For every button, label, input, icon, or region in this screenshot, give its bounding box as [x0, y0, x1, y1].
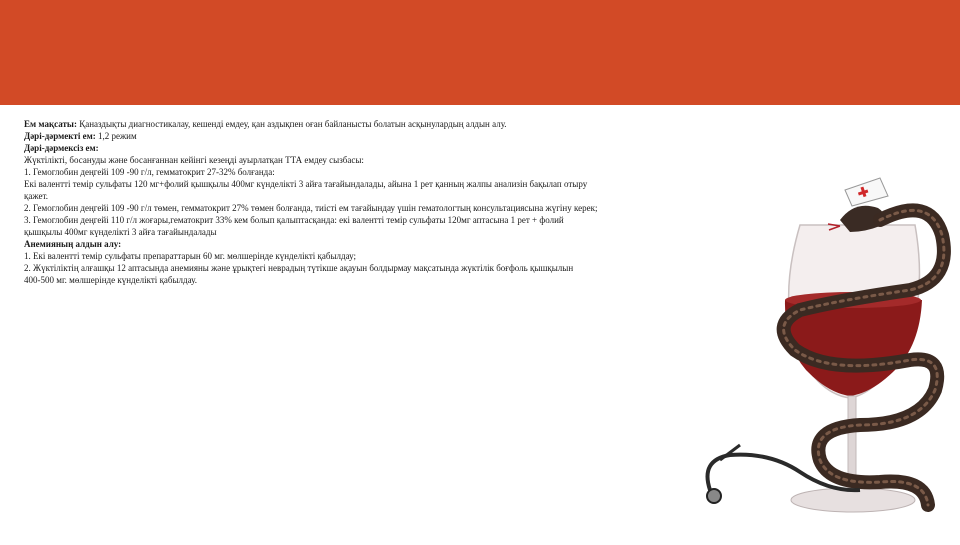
drug-treatment-text: 1,2 режим — [95, 131, 137, 141]
scheme-item-2: 2. Гемоглобин деңгейі 109 -90 г/л төмен, гемматокрит 27% төмен болғанда, тиісті ем тағайындау үшін гематологтың консультациясына жүгіну керек; — [24, 203, 598, 213]
purpose-text: Қаназдықты диагностикалау, кешенді емдеу, қан аздықпен оған байланысты болатын асқынулардың алдын алу. — [76, 119, 507, 129]
anemia-item-1: 1. Екі валентті темір сульфаты препараттарын 60 мг. мөлшерінде күнделікті қабылдау; — [24, 251, 357, 261]
nurse-cap-icon — [845, 178, 888, 206]
purpose-label: Ем мақсаты: — [24, 119, 77, 129]
drug-free-treatment-label: Дәрі-дәрмексіз ем: — [24, 143, 99, 153]
scheme-item-1-detail-cont: қажет. — [24, 191, 48, 201]
anemia-prevention-label: Анемияның алдын алу: — [24, 239, 122, 249]
scheme-item-3: 3. Гемоглобин деңгейі 110 г/л жоғары,гематокрит 33% кем болып қалыптасқанда: екі валентті темір сульфаты 120мг аптасына 1 рет + фолий — [24, 215, 564, 225]
scheme-item-1-detail: Екі валентті темір сульфаты 120 мг+фолий қышқылы 400мг күнделікті 3 айға тағайындалады, айына 1 рет қанның жалпы анализін бақылап отыру — [24, 179, 588, 189]
drug-treatment — [24, 130, 684, 142]
pregnancy-scheme-heading: Жүктілікті, босануды және босанғаннан кейінгі кезеңді ауырлатқан ТТА емдеу сызбасы: — [24, 155, 364, 165]
scheme-item-1: 1. Гемоглобин деңгейі 109 -90 г/л, гемматокрит 27-32% болғанда: — [24, 167, 275, 177]
slide-body — [24, 118, 684, 286]
snake-wineglass-illustration — [690, 160, 960, 540]
anemia-item-2-cont: 400-500 мг. мөлшерінде күнделікті қабылдау. — [24, 275, 198, 285]
drug-treatment-label: Дәрі-дәрмекті ем: — [24, 131, 96, 141]
header-band — [0, 0, 960, 105]
anemia-item-2: 2. Жүктіліктің алғашқы 12 аптасында анемияны және ұрықтегі неврадың түтікше ақауын болдырмау мақсатында жүктілік боғфоль қышқылын — [24, 263, 574, 273]
scheme-item-3-cont: қышқылы 400мг күнделікті 3 айға тағайындалады — [24, 227, 217, 237]
treatment-purpose — [24, 118, 684, 130]
